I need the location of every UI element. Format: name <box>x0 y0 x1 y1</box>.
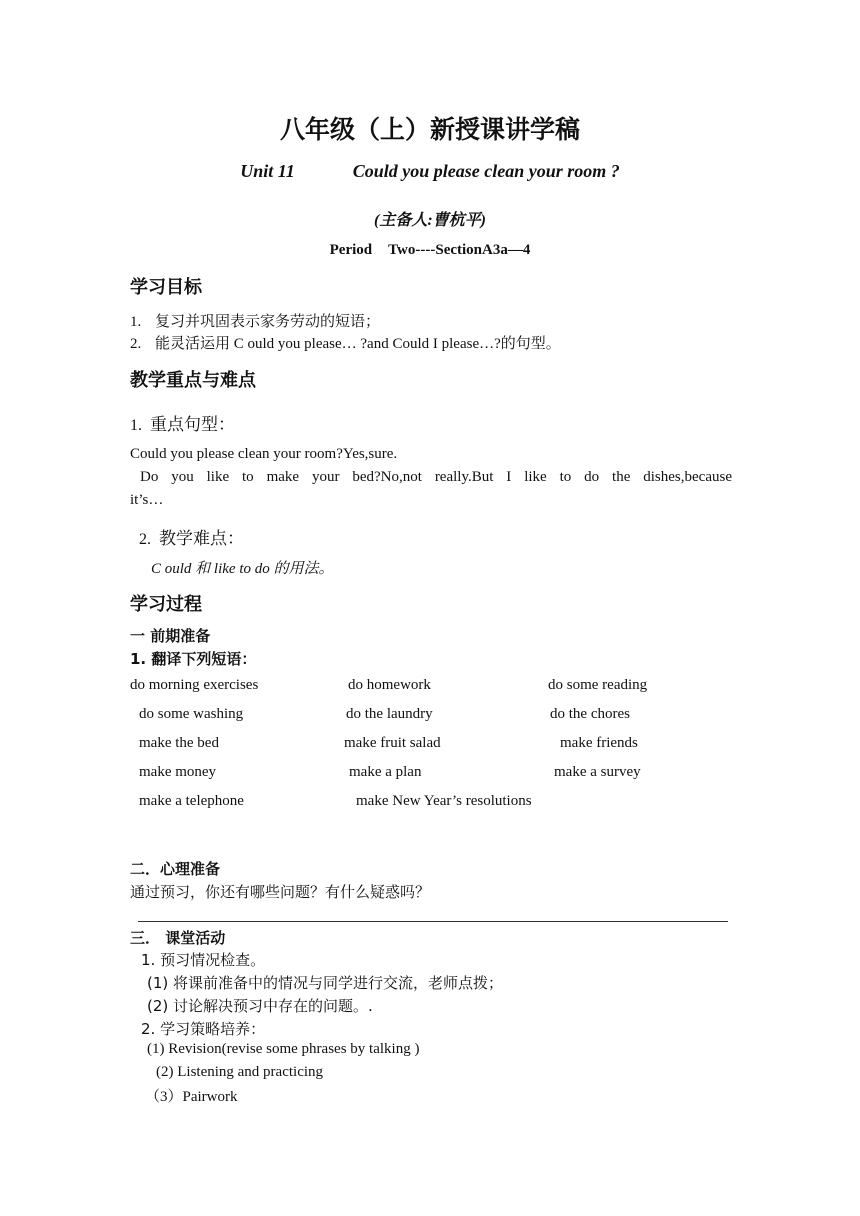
key-point-num: 1. <box>130 417 142 434</box>
mental-heading: 二．心理准备 <box>130 860 221 878</box>
phrase: do the laundry <box>346 706 433 722</box>
key-point-item-1 <box>130 410 235 435</box>
objective-item-1 <box>130 310 380 331</box>
objective-num: 1. <box>130 314 142 330</box>
translate-heading: 1. 翻译下列短语： <box>130 650 257 668</box>
class-item: (1) Revision(revise some phrases by talking ) <box>147 1041 420 1057</box>
objective-item-2 <box>130 332 561 353</box>
key-sentence-2: Do you like to make your bed?No,not really.But I like to do the dishes,because <box>140 469 732 485</box>
period-label: Period <box>329 242 373 258</box>
phrase: do some reading <box>548 677 648 693</box>
phrase: do morning exercises <box>130 677 259 693</box>
phrase: make a survey <box>554 764 641 780</box>
objectives-heading: 学习目标 <box>130 277 202 298</box>
key-point-num: 2. <box>139 531 151 548</box>
key-points-heading: 教学重点与难点 <box>130 370 256 391</box>
mental-text: 通过预习，你还有哪些问题？有什么疑惑吗？ <box>130 883 431 901</box>
period-line <box>0 242 860 259</box>
process-heading: 学习过程 <box>130 594 202 615</box>
class-item: (1) 将课前准备中的情况与同学进行交流，老师点拨； <box>147 974 504 992</box>
phrase: do some washing <box>139 706 244 722</box>
unit-label: Unit 11 <box>240 161 295 181</box>
author-line: (主备人:曹杭平) <box>374 212 486 229</box>
class-item: （3）Pairwork <box>145 1089 238 1105</box>
objective-num: 2. <box>130 336 142 352</box>
key-sentence-2-cont: it’s… <box>130 492 164 508</box>
phrase: make New Year’s resolutions <box>356 793 532 809</box>
phrase: make a plan <box>349 764 422 780</box>
phrase: make a telephone <box>139 793 244 809</box>
phrase: make fruit salad <box>344 735 441 751</box>
phrase: make friends <box>560 735 638 751</box>
prep-heading: 一 前期准备 <box>130 627 211 645</box>
objective-text: 复习并巩固表示家务劳动的短语； <box>155 314 381 330</box>
phrase: do the chores <box>550 706 630 722</box>
period-value: Two----SectionA3a—4 <box>388 242 531 258</box>
answer-line <box>138 921 728 922</box>
phrase: do homework <box>348 677 431 693</box>
class-item: 2. 学习策略培养： <box>141 1020 266 1038</box>
key-sentence-1: Could you please clean your room?Yes,sure. <box>130 446 398 462</box>
key-point-label: 教学难点： <box>159 529 244 549</box>
class-item: (2) 讨论解决预习中存在的问题。. <box>147 997 373 1015</box>
page-title: 八年级（上）新授课讲学稿 <box>279 115 580 144</box>
objective-text: 能灵活运用 C ould you please… ?and Could I please…?的句型。 <box>155 336 561 352</box>
key-point-item-2 <box>139 524 244 549</box>
phrase: make the bed <box>139 735 219 751</box>
phrase: make money <box>139 764 217 780</box>
unit-topic: Could you please clean your room ? <box>352 161 620 181</box>
class-heading: 三． 课堂活动 <box>130 929 226 947</box>
class-item: 1. 预习情况检查。 <box>141 951 266 969</box>
unit-heading <box>0 161 860 182</box>
class-item: (2) Listening and practicing <box>156 1064 324 1080</box>
difficulty-text: C ould 和 like to do 的用法。 <box>151 561 334 577</box>
key-point-label: 重点句型： <box>150 415 235 435</box>
